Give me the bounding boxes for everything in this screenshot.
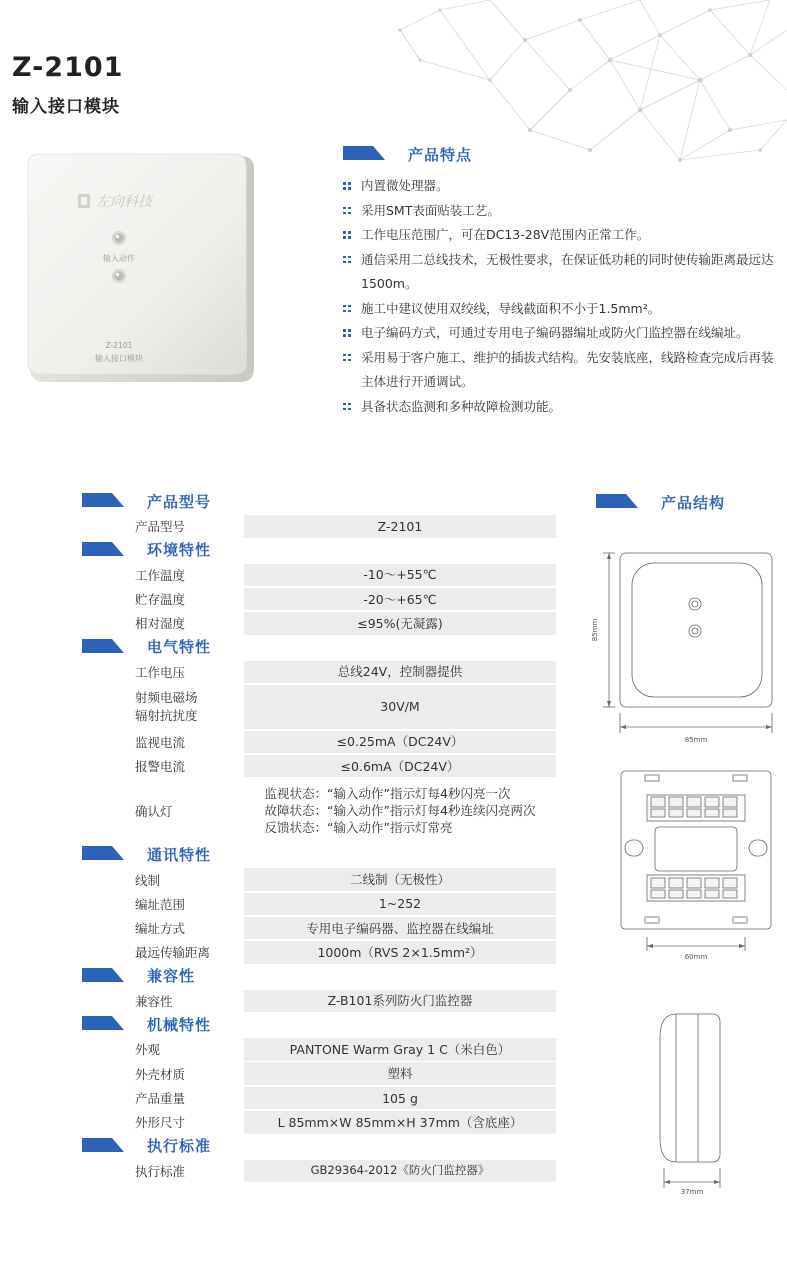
spec-label: 产品型号 [135, 519, 186, 535]
bullet-dots-icon [343, 182, 353, 192]
spec-row [82, 612, 556, 635]
section-title: 机械特性 [147, 1015, 212, 1034]
structure-title: 产品结构 [661, 493, 726, 512]
spec-value: ≤0.6mA（DC24V） [244, 755, 556, 778]
spec-table [82, 489, 556, 1184]
section-flag-icon [82, 493, 134, 509]
base-width-dimension: 60mm [684, 953, 708, 961]
spec-label: 监视电流 [135, 734, 186, 750]
structure-header [596, 492, 725, 512]
product-model-title: Z-2101 [12, 52, 124, 83]
spec-label: 确认灯 [135, 803, 173, 819]
product-name-subtitle: 输入接口模块 [12, 97, 120, 117]
spec-row [82, 661, 556, 684]
section-flag-icon [596, 494, 648, 510]
spec-label: 贮存温度 [135, 592, 186, 608]
photo-model-text: Z-2101 [105, 341, 133, 350]
feature-item: 采用SMT表面贴装工艺。 [343, 199, 783, 224]
feature-item: 采用易于客户施工、维护的插拔式结构。先安装底座，线路检查完成后再装主体进行开通调试。 [343, 346, 783, 395]
spec-label: 工作电压 [135, 664, 186, 680]
spec-value: GB29364-2012《防火门监控器》 [244, 1160, 556, 1183]
section-header-electrical [82, 637, 556, 657]
spec-row [82, 1111, 556, 1134]
section-header-communication [82, 844, 556, 864]
photo-name-text: 输入接口模块 [95, 354, 143, 363]
spec-row [82, 868, 556, 891]
spec-label: 编址范围 [135, 896, 186, 912]
indicator-state-line: 反馈状态：“输入动作”指示灯常亮 [264, 820, 453, 836]
bullet-dots-icon [343, 305, 353, 315]
bullet-dots-icon [343, 256, 353, 266]
section-flag-icon [82, 1016, 134, 1032]
spec-value: 30V/M [244, 685, 556, 729]
spec-value: 总线24V，控制器提供 [244, 661, 556, 684]
spec-label: 外观 [135, 1042, 161, 1058]
spec-label: 执行标准 [135, 1163, 186, 1179]
section-flag-icon [82, 968, 134, 984]
spec-label [82, 685, 244, 729]
spec-value: -20～+65℃ [244, 588, 556, 611]
section-header-environment [82, 540, 556, 560]
spec-row [82, 731, 556, 754]
spec-value: 1000m（RVS 2×1.5mm²） [244, 941, 556, 964]
section-title: 环境特性 [147, 541, 212, 559]
features-list [343, 174, 783, 419]
spec-label: 外形尺寸 [135, 1115, 186, 1131]
spec-label: 最远传输距离 [135, 945, 211, 961]
spec-label: 产品重量 [135, 1091, 186, 1107]
feature-item: 电子编码方式，可通过专用电子编码器编址或防火门监控器在线编址。 [343, 321, 783, 346]
section-flag-icon [343, 146, 395, 162]
front-view-drawing [585, 545, 785, 745]
section-title: 执行标准 [147, 1137, 212, 1156]
led-label-text: 输入动作 [103, 254, 135, 263]
spec-value: L 85mm×W 85mm×H 37mm（含底座） [244, 1111, 556, 1134]
bullet-dots-icon [343, 207, 353, 217]
spec-row [82, 1160, 556, 1183]
spec-row [82, 917, 556, 940]
spec-row [82, 564, 556, 587]
spec-row [82, 685, 556, 729]
bullet-dots-icon [343, 354, 353, 364]
section-header-compatibility [82, 966, 556, 986]
feature-item: 具备状态监测和多种故障检测功能。 [343, 395, 783, 420]
feature-item: 通信采用二总线技术，无极性要求，在保证低功耗的同时使传输距离最远达1500m。 [343, 248, 783, 297]
spec-label: 报警电流 [135, 759, 186, 775]
spec-value: PANTONE Warm Gray 1 C（米白色） [244, 1038, 556, 1061]
spec-label: 工作温度 [135, 567, 186, 583]
spec-value: 专用电子编码器、监控器在线编址 [244, 917, 556, 940]
front-height-dimension: 85mm [591, 618, 599, 642]
spec-row [82, 779, 556, 842]
spec-label: 外壳材质 [135, 1066, 186, 1082]
spec-row [82, 1087, 556, 1110]
section-title: 通讯特性 [147, 845, 212, 864]
feature-item: 施工中建议使用双绞线，导线截面积不小于1.5mm²。 [343, 297, 783, 322]
spec-row [82, 893, 556, 916]
spec-value: 二线制（无极性） [244, 868, 556, 891]
spec-row [82, 515, 556, 538]
feature-item: 工作电压范围广，可在DC13-28V范围内正常工作。 [343, 223, 783, 248]
section-flag-icon [82, 846, 134, 862]
features-header [343, 144, 472, 164]
section-header-mechanical [82, 1014, 556, 1034]
section-flag-icon [82, 639, 134, 655]
indicator-state-line: 故障状态：“输入动作”指示灯每4秒连续闪亮两次 [264, 803, 536, 819]
section-title: 电气特性 [147, 638, 212, 657]
spec-label: 编址方式 [135, 921, 186, 937]
front-width-dimension: 85mm [684, 736, 708, 744]
indicator-state-line: 监视状态：“输入动作”指示灯每4秒闪亮一次 [264, 786, 511, 802]
spec-label-line: 射频电磁场 [135, 689, 198, 705]
section-title: 兼容性 [147, 967, 196, 986]
spec-label-line: 辐射抗扰度 [135, 707, 198, 723]
brand-logo-text: 左向科技 [96, 194, 152, 210]
section-flag-icon [82, 542, 134, 558]
side-depth-dimension: 37mm [680, 1188, 704, 1196]
spec-value: 1~252 [244, 893, 556, 916]
spec-row [82, 990, 556, 1013]
bullet-dots-icon [343, 403, 353, 413]
spec-label: 兼容性 [135, 993, 173, 1009]
side-view-drawing [640, 1008, 750, 1198]
product-photo [18, 150, 268, 390]
spec-value: -10～+55℃ [244, 564, 556, 587]
section-flag-icon [82, 1138, 134, 1154]
spec-value: 105 g [244, 1087, 556, 1110]
spec-value: 塑料 [244, 1062, 556, 1085]
spec-value: Z-2101 [244, 515, 556, 538]
bullet-dots-icon [343, 231, 353, 241]
section-title: 产品型号 [147, 492, 212, 511]
spec-value [244, 779, 556, 842]
spec-row [82, 1062, 556, 1085]
section-header-standard [82, 1136, 556, 1156]
spec-row [82, 941, 556, 964]
spec-value: Z-B101系列防火门监控器 [244, 990, 556, 1013]
spec-label: 相对湿度 [135, 616, 186, 632]
section-header-model [82, 491, 556, 511]
bullet-dots-icon [343, 329, 353, 339]
spec-label: 线制 [135, 872, 161, 888]
spec-row [82, 588, 556, 611]
base-view-drawing [585, 765, 785, 970]
spec-value: ≤95%(无凝露) [244, 612, 556, 635]
feature-item: 内置微处理器。 [343, 174, 783, 199]
features-title: 产品特点 [408, 145, 473, 164]
spec-row [82, 1038, 556, 1061]
spec-value: ≤0.25mA（DC24V） [244, 731, 556, 754]
spec-row [82, 755, 556, 778]
